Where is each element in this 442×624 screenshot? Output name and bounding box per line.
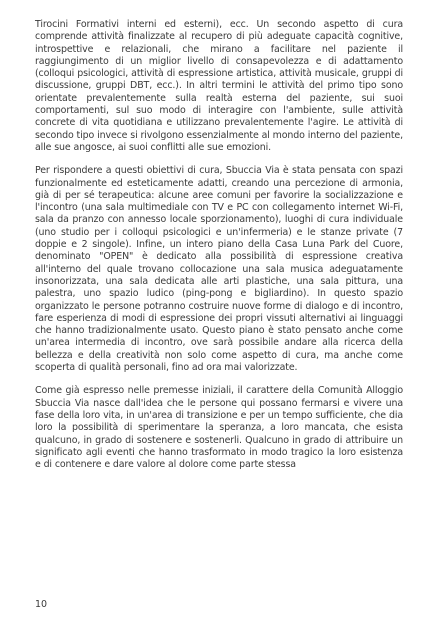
paragraph-care-activities: Tirocini Formativi interni ed esterni), ecc. Un secondo aspetto di cura comprende attività finalizzate al recupero di più adeguate capacità cognitive, introspettive e relazionali, che mirano a facilitare nel paziente il raggiungimento di un miglior livello di consapevolezza e di adattamento (colloqui psicologici, attività di espressione artistica, attività musicale, gruppi di discussione, gruppi DBT, ecc.). In altri termini le attività del primo tipo sono orientate prevalentemente sulla realtà esterna del paziente, sui suoi comportamenti, sul suo modo di interagire con l'ambiente, sulle attività concrete di vita quotidiana e utilizzano prevalentemente l'agire. Le attività di secondo tipo invece si rivolgono essenzialmente al mondo interno del paziente, alle sue angosce, ai suoi conflitti alle sue emozioni. — [35, 19, 403, 153]
page-number: 10 — [35, 599, 48, 610]
paragraph-community-character: Come già espresso nelle premesse iniziali, il carattere della Comunità Alloggio Sbuccia Via nasce dall'idea che le persone qui possano fermarsi e vivere una fase della loro vita, in un'area di transizione e per un tempo sufficiente, che dia loro la possibilità di sperimentare la speranza, a loro mancata, che esista qualcuno, in grado di sostenere e sostenerli. Qualcuno in grado di attribuire un significato agli eventi che hanno trasformato in modo tragico la loro esistenza e di contenere e dare valore al dolore come parte stessa — [35, 385, 403, 471]
page-body — [35, 19, 403, 471]
paragraph-spaces: Per rispondere a questi obiettivi di cura, Sbuccia Via è stata pensata con spazi funzionalmente ed esteticamente adatti, creando una percezione di armonia, già di per sé terapeutica: alcune aree comuni per favorire la socializzazione e l'incontro (una sala multimediale con TV e PC con collegamento internet Wi-Fi, sala da pranzo con annesso locale sporzionamento), luoghi di cura individuale (uno studio per i colloqui psicologici e un'infermeria) e le stanze private (7 doppie e 2 singole). Infine, un intero piano della Casa Luna Park del Cuore, denominato "OPEN" è dedicato alla possibilità di espressione creativa all'interno del quale trovano collocazione una sala musica adeguatamente insonorizzata, una sala dedicata alle arti plastiche, una sala pittura, una palestra, uno spazio ludico (ping-pong e bigliardino). In questo spazio organizzato le persone potranno costruire nuove forme di dialogo e di incontro, fare esperienza di modi di espressione dei propri vissuti alternativi ai linguaggi che hanno tradizionalmente usato. Questo piano è stato pensato anche come un'area intermedia di incontro, ove sarà possibile andare alla ricerca della bellezza e della creatività non solo come aspetto di cura, ma anche come scoperta di qualità personali, fino ad ora mai valorizzate. — [35, 165, 403, 374]
